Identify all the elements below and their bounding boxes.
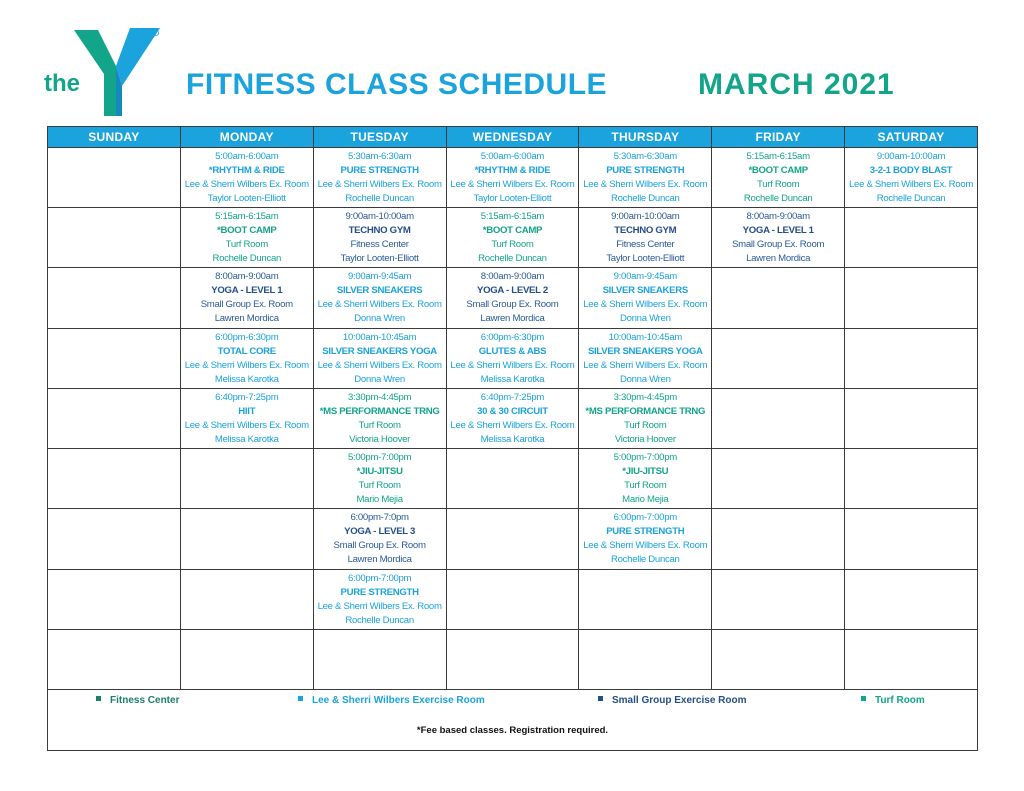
class-time: 6:00pm-6:30pm (215, 331, 279, 343)
class-time: 5:00am-6:00am (480, 151, 545, 162)
class-time: 3:30pm-4:45pm (613, 391, 677, 403)
legend-turf-room (861, 695, 925, 706)
class-time: 9:00am-10:00am (345, 211, 414, 223)
class-time: 5:00pm-7:00pm (613, 452, 677, 464)
class-room: Fitness Center (350, 239, 409, 251)
class-entry (579, 210, 711, 266)
schedule-cell-wednesday (446, 509, 579, 569)
legend-label: Small Group Exercise Room (612, 695, 747, 706)
page-title: FITNESS CLASS SCHEDULE (186, 68, 608, 101)
schedule-cell-monday (180, 208, 313, 268)
schedule-row (48, 509, 978, 569)
class-time: 8:00am-9:00am (480, 271, 545, 283)
class-instructor: Lawren Mordica (347, 554, 412, 566)
schedule-cell-sunday (48, 328, 181, 388)
day-header-sunday: SUNDAY (48, 127, 181, 148)
class-entry (712, 150, 844, 206)
day-header-row (48, 127, 978, 148)
schedule-cell-wednesday (446, 388, 579, 448)
class-time: 6:00pm-6:30pm (480, 331, 545, 343)
class-instructor: Victoria Hoover (614, 433, 676, 445)
day-header-saturday: SATURDAY (845, 127, 978, 148)
class-entry (314, 150, 446, 206)
class-entry (579, 270, 711, 326)
class-entry (712, 210, 844, 266)
class-name: 30 & 30 CIRCUIT (477, 405, 548, 417)
schedule-cell-friday (712, 328, 845, 388)
day-header-friday: FRIDAY (712, 127, 845, 148)
class-time: 9:00am-10:00am (611, 211, 680, 223)
class-room: Lee & Sherri Wilbers Ex. Room (317, 600, 442, 612)
schedule-cell-friday (712, 569, 845, 629)
schedule-cell-tuesday (313, 629, 446, 689)
schedule-cell-wednesday (446, 449, 579, 509)
class-name: SILVER SNEAKERS (602, 285, 688, 297)
schedule-cell-tuesday (313, 509, 446, 569)
class-entry (314, 270, 446, 326)
class-room: Lee & Sherri Wilbers Ex. Room (317, 359, 442, 371)
class-instructor: Rochelle Duncan (611, 554, 680, 566)
class-time: 5:30am-6:30am (613, 151, 677, 162)
class-name: PURE STRENGTH (606, 526, 685, 538)
class-time: 5:15am-6:15am (215, 211, 279, 223)
class-room: Turf Room (491, 239, 534, 251)
class-name: *JIU-JITSU (622, 466, 669, 478)
day-header-monday: MONDAY (180, 127, 313, 148)
class-name: YOGA - LEVEL 1 (211, 285, 283, 297)
legend-fitness-center (96, 695, 179, 706)
schedule-row (48, 388, 978, 448)
class-room: Lee & Sherri Wilbers Ex. Room (583, 179, 708, 190)
class-entry (314, 451, 446, 507)
class-entry (579, 150, 711, 206)
class-room: Lee & Sherri Wilbers Ex. Room (184, 359, 309, 371)
legend-label: Lee & Sherri Wilbers Exercise Room (312, 695, 485, 706)
class-instructor: Taylor Looten-Elliott (340, 253, 419, 265)
schedule-cell-sunday (48, 148, 181, 208)
schedule-cell-monday (180, 328, 313, 388)
class-room: Lee & Sherri Wilbers Ex. Room (583, 359, 708, 371)
class-room: Turf Room (757, 179, 800, 190)
class-entry (181, 331, 313, 387)
legend-swatch (298, 696, 303, 701)
class-entry (447, 331, 579, 387)
class-instructor: Donna Wren (354, 373, 405, 385)
class-entry (314, 511, 446, 567)
class-instructor: Mario Mejia (622, 494, 669, 506)
class-entry (314, 572, 446, 628)
class-entry (181, 391, 313, 447)
schedule-cell-saturday (845, 509, 978, 569)
class-time: 3:30pm-4:45pm (347, 391, 412, 403)
schedule-cell-saturday (845, 569, 978, 629)
class-time: 9:00am-9:45am (347, 271, 412, 283)
class-room: Turf Room (358, 480, 401, 492)
class-entry (314, 391, 446, 447)
schedule-row (48, 629, 978, 689)
schedule-cell-tuesday (313, 208, 446, 268)
class-room: Lee & Sherri Wilbers Ex. Room (849, 179, 974, 190)
schedule-cell-wednesday (446, 268, 579, 328)
class-instructor: Taylor Looten-Elliott (606, 253, 685, 265)
class-time: 5:15am-6:15am (480, 211, 545, 223)
legend-swatch (861, 696, 866, 701)
schedule-cell-thursday (579, 148, 712, 208)
class-name: SILVER SNEAKERS YOGA (587, 345, 703, 357)
class-entry (447, 150, 579, 206)
class-name: PURE STRENGTH (606, 165, 685, 176)
class-name: *BOOT CAMP (482, 225, 543, 237)
class-entry (579, 391, 711, 447)
legend-lee-sherri-room (298, 695, 485, 706)
class-entry (181, 150, 313, 206)
schedule-cell-thursday (579, 569, 712, 629)
schedule-month: MARCH 2021 (698, 68, 895, 101)
schedule-cell-saturday (845, 268, 978, 328)
schedule-cell-saturday (845, 328, 978, 388)
class-instructor: Donna Wren (619, 313, 671, 325)
class-room: Lee & Sherri Wilbers Ex. Room (317, 299, 442, 311)
class-time: 8:00am-9:00am (746, 211, 810, 223)
class-name: YOGA - LEVEL 1 (742, 225, 814, 237)
class-entry (447, 391, 579, 447)
schedule-cell-wednesday (446, 328, 579, 388)
class-instructor: Donna Wren (354, 313, 405, 325)
schedule-cell-saturday (845, 449, 978, 509)
class-instructor: Rochelle Duncan (345, 614, 414, 626)
class-instructor: Mario Mejia (356, 494, 403, 506)
schedule-cell-tuesday (313, 569, 446, 629)
class-entry (447, 270, 579, 326)
class-name: TECHNO GYM (348, 225, 411, 237)
schedule-cell-tuesday (313, 449, 446, 509)
class-room: Lee & Sherri Wilbers Ex. Room (450, 359, 575, 371)
schedule-cell-thursday (579, 629, 712, 689)
class-instructor: Melissa Karotka (480, 373, 545, 385)
schedule-cell-friday (712, 449, 845, 509)
class-instructor: Melissa Karotka (214, 373, 279, 385)
legend-label: Turf Room (875, 695, 925, 706)
class-room: Lee & Sherri Wilbers Ex. Room (583, 540, 708, 552)
schedule-row (48, 328, 978, 388)
schedule-cell-monday (180, 148, 313, 208)
day-header-thursday: THURSDAY (579, 127, 712, 148)
schedule-cell-monday (180, 509, 313, 569)
class-room: Lee & Sherri Wilbers Ex. Room (317, 179, 442, 190)
class-instructor: Rochelle Duncan (611, 193, 680, 204)
schedule-row (48, 148, 978, 208)
legend-swatch (598, 696, 603, 701)
class-room: Turf Room (358, 419, 401, 431)
class-time: 6:00pm-7:00pm (347, 572, 412, 584)
class-entry (579, 331, 711, 387)
class-instructor: Lawren Mordica (214, 313, 279, 325)
schedule-table (47, 126, 978, 690)
class-instructor: Taylor Looten-Elliott (207, 193, 286, 204)
class-time: 10:00am-10:45am (342, 331, 417, 343)
schedule-row (48, 208, 978, 268)
schedule-cell-friday (712, 388, 845, 448)
class-room: Lee & Sherri Wilbers Ex. Room (450, 419, 575, 431)
class-instructor: Rochelle Duncan (345, 193, 414, 204)
class-name: *MS PERFORMANCE TRNG (319, 405, 440, 417)
class-instructor: Rochelle Duncan (212, 253, 282, 265)
class-name: TOTAL CORE (217, 345, 276, 357)
class-time: 6:40pm-7:25pm (480, 391, 545, 403)
class-name: *JIU-JITSU (356, 466, 403, 478)
fee-note: *Fee based classes. Registration required. (416, 725, 609, 736)
schedule-cell-wednesday (446, 208, 579, 268)
schedule-cell-tuesday (313, 388, 446, 448)
schedule-cell-sunday (48, 629, 181, 689)
schedule-cell-monday (180, 449, 313, 509)
class-entry (314, 331, 446, 387)
legend-swatch (96, 696, 101, 701)
class-instructor: Melissa Karotka (480, 433, 545, 445)
schedule-cell-sunday (48, 569, 181, 629)
class-entry (314, 210, 446, 266)
schedule-cell-sunday (48, 208, 181, 268)
class-name: 3-2-1 BODY BLAST (869, 165, 953, 176)
class-time: 5:30am-6:30am (347, 151, 412, 162)
class-time: 9:00am-9:45am (613, 271, 677, 283)
class-name: *RHYTHM & RIDE (474, 165, 551, 176)
schedule-row (48, 569, 978, 629)
schedule-cell-tuesday (313, 328, 446, 388)
schedule-cell-monday (180, 268, 313, 328)
class-name: SILVER SNEAKERS YOGA (322, 345, 437, 357)
class-instructor: Lawren Mordica (746, 253, 811, 265)
schedule-cell-sunday (48, 388, 181, 448)
class-name: *RHYTHM & RIDE (208, 165, 285, 176)
class-room: Small Group Ex. Room (333, 540, 426, 552)
ymca-logo (40, 26, 160, 121)
class-instructor: Rochelle Duncan (876, 193, 946, 204)
class-entry (579, 451, 711, 507)
class-entry (181, 270, 313, 326)
class-room: Small Group Ex. Room (466, 299, 559, 311)
class-name: SILVER SNEAKERS (336, 285, 423, 297)
day-header-wednesday: WEDNESDAY (446, 127, 579, 148)
class-instructor: Rochelle Duncan (743, 193, 813, 204)
schedule-cell-thursday (579, 328, 712, 388)
class-room: Fitness Center (616, 239, 675, 251)
class-name: *BOOT CAMP (748, 165, 808, 176)
class-name: YOGA - LEVEL 2 (476, 285, 548, 297)
schedule-cell-monday (180, 388, 313, 448)
schedule-cell-saturday (845, 148, 978, 208)
class-instructor: Victoria Hoover (349, 433, 411, 445)
class-time: 6:40pm-7:25pm (215, 391, 279, 403)
class-entry (447, 210, 579, 266)
logo-the-text: the (44, 70, 80, 97)
schedule-cell-sunday (48, 509, 181, 569)
class-time: 6:00pm-7:0pm (350, 512, 409, 524)
legend-label: Fitness Center (110, 695, 180, 706)
schedule-cell-tuesday (313, 148, 446, 208)
class-entry (579, 511, 711, 567)
class-time: 5:00pm-7:00pm (347, 452, 412, 464)
class-instructor: Rochelle Duncan (478, 253, 547, 265)
class-time: 9:00am-10:00am (876, 151, 946, 162)
class-instructor: Lawren Mordica (480, 313, 545, 325)
schedule-cell-friday (712, 148, 845, 208)
schedule-cell-thursday (579, 208, 712, 268)
schedule-cell-wednesday (446, 148, 579, 208)
schedule-cell-sunday (48, 268, 181, 328)
schedule-cell-thursday (579, 449, 712, 509)
schedule-body (48, 148, 978, 690)
schedule-cell-tuesday (313, 268, 446, 328)
class-time: 8:00am-9:00am (215, 271, 279, 283)
class-name: GLUTES & ABS (478, 345, 547, 357)
schedule-cell-monday (180, 569, 313, 629)
logo-ymca-text: YMCA (140, 80, 157, 102)
class-room: Small Group Ex. Room (732, 239, 825, 251)
schedule-row (48, 449, 978, 509)
class-room: Turf Room (624, 480, 667, 492)
class-room: Lee & Sherri Wilbers Ex. Room (184, 419, 309, 431)
class-room: Turf Room (225, 239, 268, 251)
legend-small-group-room (598, 695, 747, 706)
class-name: PURE STRENGTH (340, 165, 419, 176)
class-instructor: Donna Wren (619, 373, 671, 385)
schedule-cell-thursday (579, 268, 712, 328)
class-name: PURE STRENGTH (340, 586, 419, 598)
ymca-y-icon (72, 26, 160, 118)
class-entry (181, 210, 313, 266)
schedule-cell-sunday (48, 449, 181, 509)
schedule-cell-friday (712, 629, 845, 689)
schedule-row (48, 268, 978, 328)
schedule-cell-friday (712, 208, 845, 268)
class-time: 6:00pm-7:00pm (613, 512, 677, 524)
schedule-footer (47, 690, 978, 751)
class-name: TECHNO GYM (614, 225, 677, 237)
class-room: Small Group Ex. Room (200, 299, 293, 311)
class-room: Lee & Sherri Wilbers Ex. Room (583, 299, 708, 311)
schedule-cell-saturday (845, 208, 978, 268)
class-instructor: Taylor Looten-Elliott (473, 193, 552, 204)
class-room: Turf Room (624, 419, 667, 431)
schedule-cell-wednesday (446, 629, 579, 689)
class-instructor: Melissa Karotka (214, 433, 279, 445)
schedule-cell-wednesday (446, 569, 579, 629)
class-room: Lee & Sherri Wilbers Ex. Room (450, 179, 575, 190)
class-name: YOGA - LEVEL 3 (344, 526, 416, 538)
schedule-cell-friday (712, 509, 845, 569)
class-entry (845, 150, 977, 206)
day-header-tuesday: TUESDAY (313, 127, 446, 148)
class-time: 5:15am-6:15am (746, 151, 810, 162)
class-time: 5:00am-6:00am (215, 151, 279, 162)
class-name: HIIT (238, 405, 256, 417)
class-name: *MS PERFORMANCE TRNG (585, 405, 706, 417)
class-time: 10:00am-10:45am (608, 331, 682, 343)
schedule-cell-friday (712, 268, 845, 328)
schedule-cell-monday (180, 629, 313, 689)
schedule-cell-thursday (579, 509, 712, 569)
schedule-cell-thursday (579, 388, 712, 448)
schedule-cell-saturday (845, 629, 978, 689)
class-room: Lee & Sherri Wilbers Ex. Room (184, 179, 309, 190)
schedule-cell-saturday (845, 388, 978, 448)
class-name: *BOOT CAMP (217, 225, 277, 237)
